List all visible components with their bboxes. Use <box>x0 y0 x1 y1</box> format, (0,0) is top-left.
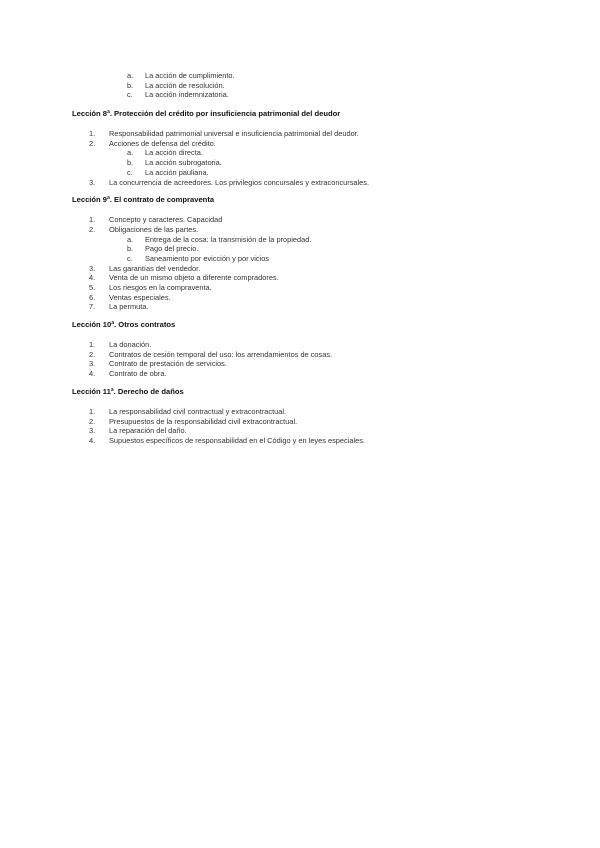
list-marker: 3. <box>89 426 96 436</box>
list-item-text: Supuestos específicos de responsabilidad en el Código y en leyes especiales. <box>109 435 365 445</box>
list-item-text: La acción de cumplimiento. <box>145 71 235 80</box>
list-marker: b. <box>127 158 134 168</box>
list-item-text: Saneamiento por evicción y por vicios <box>145 253 270 263</box>
lesson-list <box>72 407 542 446</box>
list-item-text: Responsabilidad patrimonial universal e insuficiencia patrimonial del deudor. <box>109 129 359 139</box>
list-marker: 3. <box>89 359 96 369</box>
list-item-text: Presupuestos de la responsabilidad civil extracontractual. <box>109 416 298 426</box>
list-item <box>72 302 542 312</box>
list-marker: 2. <box>89 349 96 359</box>
list-item <box>72 273 542 283</box>
list-item-text: La concurrencia de acreedores. Los privilegios concursales y extraconcursales. <box>109 177 370 187</box>
list-marker: 4. <box>89 435 96 445</box>
list-marker: b. <box>127 244 134 254</box>
list-marker: 2. <box>89 224 96 234</box>
list-marker: 2. <box>89 416 96 426</box>
lesson-list <box>72 129 542 187</box>
list-marker: 3. <box>89 263 96 273</box>
list-item <box>72 340 542 350</box>
list-item <box>72 417 542 427</box>
list-item-text: La donación. <box>109 340 152 350</box>
list-marker: a. <box>127 148 134 158</box>
list-item-text: Contrato de obra. <box>109 369 167 379</box>
list-item-text: Pago del precio. <box>145 244 199 254</box>
sub-list-item <box>72 168 542 178</box>
list-marker: c. <box>127 167 133 177</box>
list-marker: 1. <box>89 129 96 139</box>
list-marker: 1. <box>89 340 96 350</box>
list-item <box>72 350 542 360</box>
sub-list-item <box>72 244 542 254</box>
lesson-list <box>72 215 542 312</box>
list-marker: 2. <box>89 138 96 148</box>
list-item-text: Entrega de la cosa: la transmisión de la propiedad. <box>145 234 312 244</box>
list-item <box>72 407 542 417</box>
list-item <box>72 225 542 235</box>
list-item <box>72 283 542 293</box>
list-marker: 1. <box>89 215 96 225</box>
list-item-text: Obligaciones de las partes. <box>109 224 199 234</box>
list-item-text: Los riesgos en la compraventa. <box>109 283 212 292</box>
list-marker: c. <box>127 253 133 263</box>
list-item-text: La reparación del daño. <box>109 426 187 436</box>
list-item-text: La acción indemnizatoria. <box>145 90 229 100</box>
sub-list-item <box>72 254 542 264</box>
lesson-heading: Lección 11ª. Derecho de daños <box>72 386 184 396</box>
list-item-text: La acción de resolución. <box>145 80 225 90</box>
list-marker: 1. <box>89 406 96 416</box>
sub-list-item <box>72 235 542 245</box>
list-item-text: La acción pauliana. <box>145 167 209 177</box>
list-item <box>72 436 542 446</box>
list-item <box>72 426 542 436</box>
list-item <box>72 264 542 274</box>
list-item-text: Acciones de defensa del crédito. <box>109 138 216 148</box>
list-marker: 4. <box>89 273 96 283</box>
list-item <box>72 215 542 225</box>
intro-list <box>72 71 542 100</box>
list-marker: 6. <box>89 292 96 302</box>
list-item <box>72 178 542 188</box>
lesson-list <box>72 340 542 379</box>
sub-list-item <box>72 81 542 91</box>
document-content <box>72 71 542 446</box>
list-item-text: La acción directa. <box>145 148 203 158</box>
list-item <box>72 129 542 139</box>
sub-list-item <box>72 148 542 158</box>
list-item-text: Contrato de prestación de servicios. <box>109 359 227 369</box>
list-marker: b. <box>127 80 134 90</box>
list-marker: 5. <box>89 283 96 292</box>
list-item-text: La permuta. <box>109 302 149 312</box>
lesson-heading: Lección 8ª. Protección del crédito por insuficiencia patrimonial del deudor <box>72 109 341 119</box>
list-item <box>72 293 542 303</box>
list-marker: a. <box>127 71 134 80</box>
list-item-text: La responsabilidad civil contractual y extracontractual. <box>109 406 287 416</box>
list-item-text: Contratos de cesión temporal del uso: los arrendamientos de cosas. <box>109 349 333 359</box>
list-marker: a. <box>127 234 134 244</box>
lesson-heading: Lección 9ª. El contrato de compraventa <box>72 195 215 205</box>
list-item-text: Concepto y caracteres. Capacidad <box>109 215 223 225</box>
sub-list-item <box>72 71 542 81</box>
list-item-text: Venta de un mismo objeto a diferente compradores. <box>109 273 279 283</box>
list-marker: 3. <box>89 177 96 187</box>
sub-list-item <box>72 158 542 168</box>
list-item <box>72 359 542 369</box>
sub-list-item <box>72 90 542 100</box>
list-marker: 4. <box>89 369 96 379</box>
list-marker: 7. <box>89 302 96 312</box>
list-item <box>72 369 542 379</box>
list-item-text: La acción subrogatoria. <box>145 158 222 168</box>
list-marker: c. <box>127 90 133 100</box>
list-item-text: Ventas especiales. <box>109 292 171 302</box>
list-item-text: Las garantías del vendedor. <box>109 263 201 273</box>
lesson-heading: Lección 10ª. Otros contratos <box>72 320 176 330</box>
list-item <box>72 139 542 149</box>
